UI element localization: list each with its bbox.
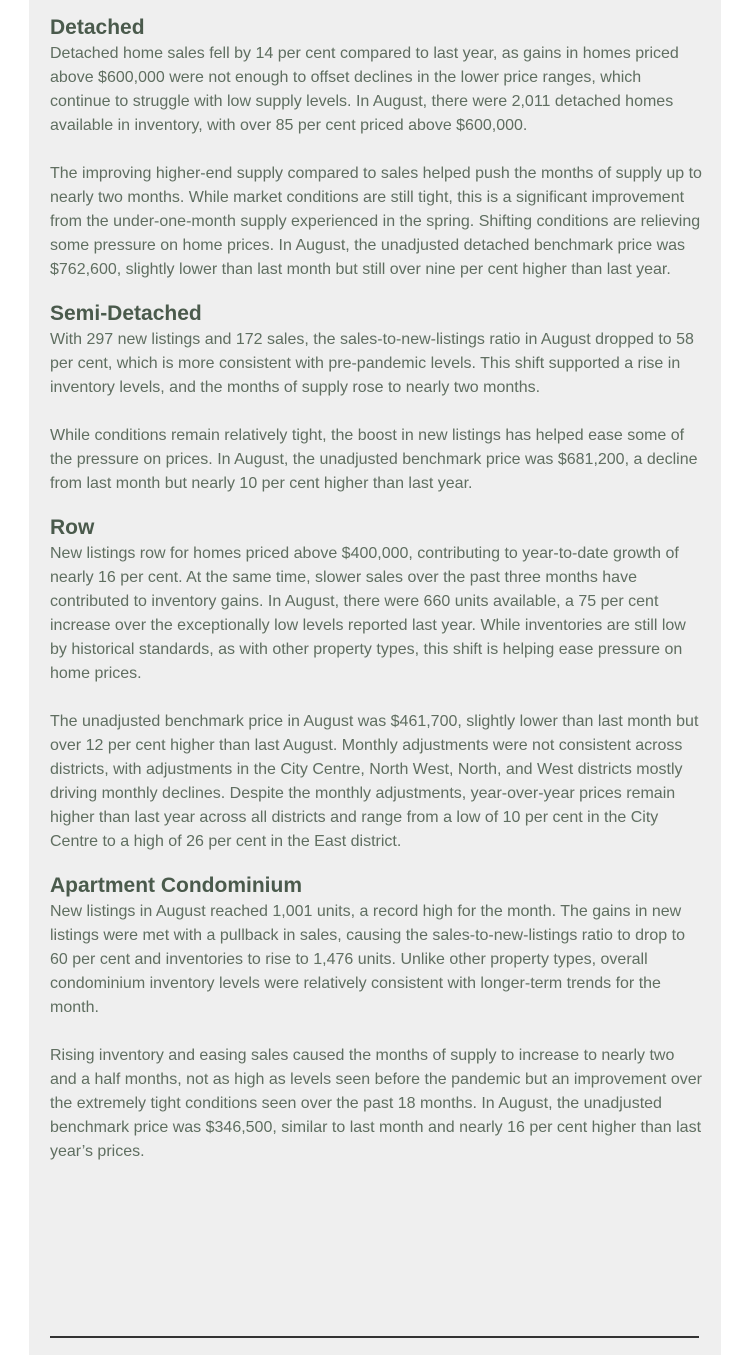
article-panel (29, 0, 721, 1355)
paragraph: Detached home sales fell by 14 per cent compared to last year, as gains in homes priced above $600,000 were not enough to offset declines in the lower price ranges, which continue to struggle with low supply levels. In August, there were 2,011 detached homes available in inventory, with over 85 per cent priced above $600,000. (50, 45, 679, 134)
paragraph: New listings row for homes priced above $400,000, contributing to year-to-date growth of nearly 16 per cent. At the same time, slower sales over the past three months have contributed to inventory gains. In August, there were 660 units available, a 75 per cent increase over the exceptionally low levels reported last year. While inventories are still low by historical standards, as with other property types, this shift is helping ease pressure on home prices. (50, 545, 686, 682)
divider (50, 1336, 699, 1338)
section-title-detached: Detached (50, 16, 145, 39)
section-title-semi-detached: Semi-Detached (50, 302, 202, 325)
paragraph: New listings in August reached 1,001 units, a record high for the month. The gains in new listings were met with a pullback in sales, causing the sales-to-new-listings ratio to drop to 60 per cent and inventories to rise to 1,476 units. Unlike other property types, overall condominium inventory levels were relatively consistent with longer-term trends for the month. (50, 903, 685, 1016)
paragraph: Rising inventory and easing sales caused the months of supply to increase to nearly two and a half months, not as high as levels seen before the pandemic but an improvement over the extremely tight conditions seen over the past 18 months. In August, the unadjusted benchmark price was $346,500, similar to last month and nearly 16 per cent higher than last year’s prices. (50, 1047, 702, 1160)
paragraph: While conditions remain relatively tight, the boost in new listings has helped ease some of the pressure on prices. In August, the unadjusted benchmark price was $681,200, a decline from last month but nearly 10 per cent higher than last year. (50, 427, 698, 492)
article-content (50, 14, 705, 1164)
paragraph: The unadjusted benchmark price in August was $461,700, slightly lower than last month but over 12 per cent higher than last August. Monthly adjustments were not consistent across districts, with adjustments in the City Centre, North West, North, and West districts mostly driving monthly declines. Despite the monthly adjustments, year-over-year prices remain higher than last year across all districts and range from a low of 10 per cent in the City Centre to a high of 26 per cent in the East district. (50, 713, 699, 850)
paragraph: The improving higher-end supply compared to sales helped push the months of supply up to nearly two months. While market conditions are still tight, this is a significant improvement from the under-one-month supply experienced in the spring. Shifting conditions are relieving some pressure on home prices. In August, the unadjusted detached benchmark price was $762,600, slightly lower than last month but still over nine per cent higher than last year. (50, 165, 702, 278)
section-title-row: Row (50, 516, 95, 539)
paragraph: With 297 new listings and 172 sales, the sales-to-new-listings ratio in August dropped to 58 per cent, which is more consistent with pre-pandemic levels. This shift supported a rise in inventory levels, and the months of supply rose to nearly two months. (50, 331, 694, 396)
section-title-apartment-condominium: Apartment Condominium (50, 874, 302, 897)
